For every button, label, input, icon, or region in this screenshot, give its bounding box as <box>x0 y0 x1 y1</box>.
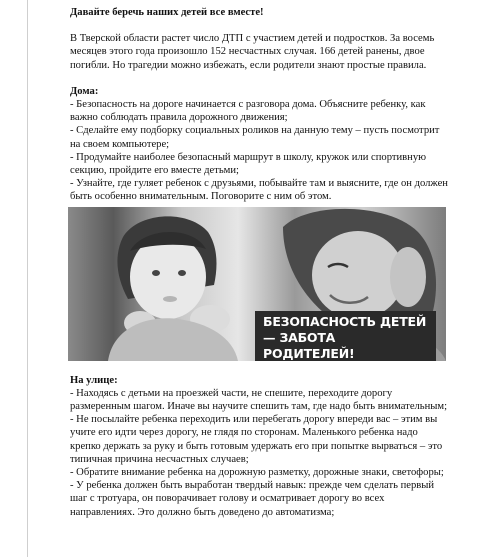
list-item: - Не посылайте ребенка переходить или перебегать дорогу впереди вас – этим вы учите его идти через дорогу, не глядя по сторонам. Маленького ребенка надо крепко держать за руку и быть готовым удержать его при попытке вырваться – это типичная причина несчастных случаев; <box>70 414 443 465</box>
slogan-line-1: БЕЗОПАСНОСТЬ ДЕТЕЙ <box>263 313 427 329</box>
section-heading-street: На улице: <box>70 374 118 386</box>
page-border-line <box>27 0 28 557</box>
list-item: - Сделайте ему подборку социальных роликов на данную тему – пусть посмотрит на своем компьютере; <box>70 125 440 150</box>
article <box>70 6 450 519</box>
street-tips-list <box>70 387 450 519</box>
list-item: - Обратите внимание ребенка на дорожную разметку, дорожные знаки, светофоры; <box>70 467 444 479</box>
section-heading-home: Дома: <box>70 85 99 97</box>
list-item: - Находясь с детьми на проезжей части, не спешите, переходите дорогу размеренным шагом. Иначе вы научите спешить там, где надо быть внимательным; <box>70 387 448 413</box>
list-item: - Узнайте, где гуляет ребенок с друзьями, побывайте там и выясните, где он должен быть особенно внимательным. Поговорите с ним об этом. <box>70 178 448 203</box>
home-tips-list <box>70 98 450 204</box>
article-title: Давайте беречь наших детей все вместе! <box>70 7 264 18</box>
article-intro: В Тверской области растет число ДТП с участием детей и подростков. За восемь месяцев этого года произошло 152 несчастных случая. 166 детей ранены, двое погибли. Но трагедии можно избежать, если родители знают простые правила. <box>70 33 435 71</box>
list-item: - Продумайте наиболее безопасный маршрут в школу, кружок или спортивную секцию, пройдите его вместе детьми; <box>70 151 427 177</box>
list-item: - У ребенка должен быть выработан твердый навык: прежде чем сделать первый шаг с тротуара, он поворачивает голову и осматривает дорогу во всех направлениях. Это должно быть доведено до автоматизма; <box>70 480 435 518</box>
slogan-banner <box>255 311 436 361</box>
list-item: - Безопасность на дороге начинается с разговора дома. Объясните ребенку, как важно соблюдать правила дорожного движения; <box>70 99 426 124</box>
slogan-line-2: — ЗАБОТА РОДИТЕЛЕЙ! <box>263 329 355 361</box>
article-photo <box>68 207 446 361</box>
